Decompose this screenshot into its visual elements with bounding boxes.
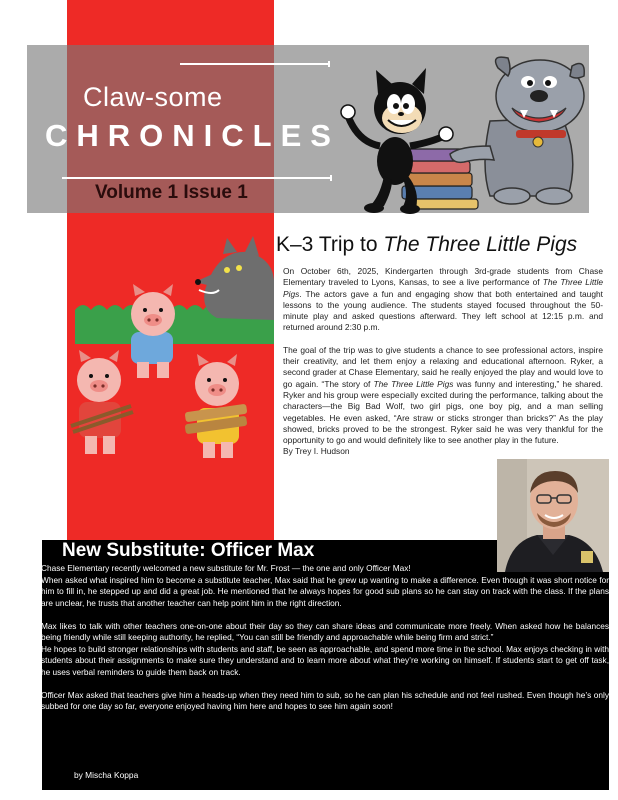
substitute-paragraph-4: He hopes to build stronger relationships with students and staff, be seen as approachable, and spend more time in the school. Max enjoys checking in with students about their assignments to make sure they understand and to learn more about what they’re working on himself. If students start to get off task, he uses verbal reminders to guide them back on track. [41,643,609,677]
substitute-paragraph-2: When asked what inspired him to become a substitute teacher, Max said that he grew up wanting to make a difference. Even though it was short notice for him to fill in, he stepped up and did a great job. He mentioned that he always hopes for good sub plans so he can stay on track with the class. If the plans are unclear, he trusts that another teacher can help point him in the right direction. [41,574,609,608]
substitute-paragraph-3: Max likes to talk with other teachers one-on-one about their day so they can share ideas and communicate more freely. When asked how he balances being friendly while still keeping authority, he replied, “You can still be friendly and approachable while being firm and strict.” [41,620,609,642]
story-p2-text-b: was funny and interesting,” he shared. Ryker and his group were especially excited during the performance, talking about the characters—the Big Bad Wolf, two girl pigs, one boy pig, and a man selling vegetables. He even asked, “Are straw or sticks stronger than bricks?” As the play showed, bricks proved to be the strongest. Ryker said he was very thankful for the opportunity to go and would definitely like to see another play in the future. [283,378,604,446]
story-p2-play: The Three Little Pigs [373,378,454,389]
substitute-paragraph-5: Officer Max asked that teachers give him a heads-up when they need him to sub, so he can plan his schedule and not feel rushed. Even though he’s only subbed for one day so far, everyone enjoyed having him here and hopes to see him again soon! [41,689,609,711]
substitute-byline: by Mischa Koppa [74,770,139,780]
substitute-paragraph-1: Chase Elementary recently welcomed a new substitute for Mr. Frost — the one and only Officer Max! [41,563,411,573]
masthead-rule-bottom [62,177,330,179]
story-p2-text-a: The goal of the trip was to give students a chance to see professional actors, inspire their creativity, and let them enjoy a relaxing and educational afternoon. Ryker, a second grader at Chase Elementary, said he really enjoyed the play and would love to go again. “The story of [283,344,603,389]
story-paragraph-1 [283,266,603,334]
story-body [283,266,603,458]
story-p1-text-a: On October 6th, 2025, Kindergarten through 3rd-grade students from Chase Elementary traveled to Lyons, Kansas, to see a live performance of [283,266,603,288]
wolf-icon [195,236,274,320]
mascots-illustration [340,46,590,214]
issue-label: Volume 1 Issue 1 [95,182,248,203]
headline-play-title: The Three Little Pigs [383,233,578,256]
newsletter-title-line2: CHRONICLES [45,118,340,153]
headline-prefix: K–3 Trip to [276,233,384,256]
newsletter-title-line1: Claw-some [83,82,223,112]
substitute-body [41,563,609,713]
story-headline [276,233,577,257]
story-paragraph-2 [283,345,603,447]
three-little-pigs-illustration [67,230,274,460]
masthead-rule-top [180,63,328,65]
pig-yellow-shirt-icon [185,354,248,458]
story-p1-text-b: . The actors gave a fun and engaging show that both entertained and taught lessons to the young audience. The students stayed focused throughout the 50-minute play and asked questions afterward. They left school at 12:15 p.m. and returned around 2:30 p.m. [283,288,603,333]
story-p1-play: The Three Little Pigs [283,277,603,299]
story-byline: By Trey I. Hudson [283,446,350,457]
pig-red-shirt-icon [71,350,133,454]
officer-max-photo [497,459,609,572]
substitute-headline: New Substitute: Officer Max [62,540,315,561]
